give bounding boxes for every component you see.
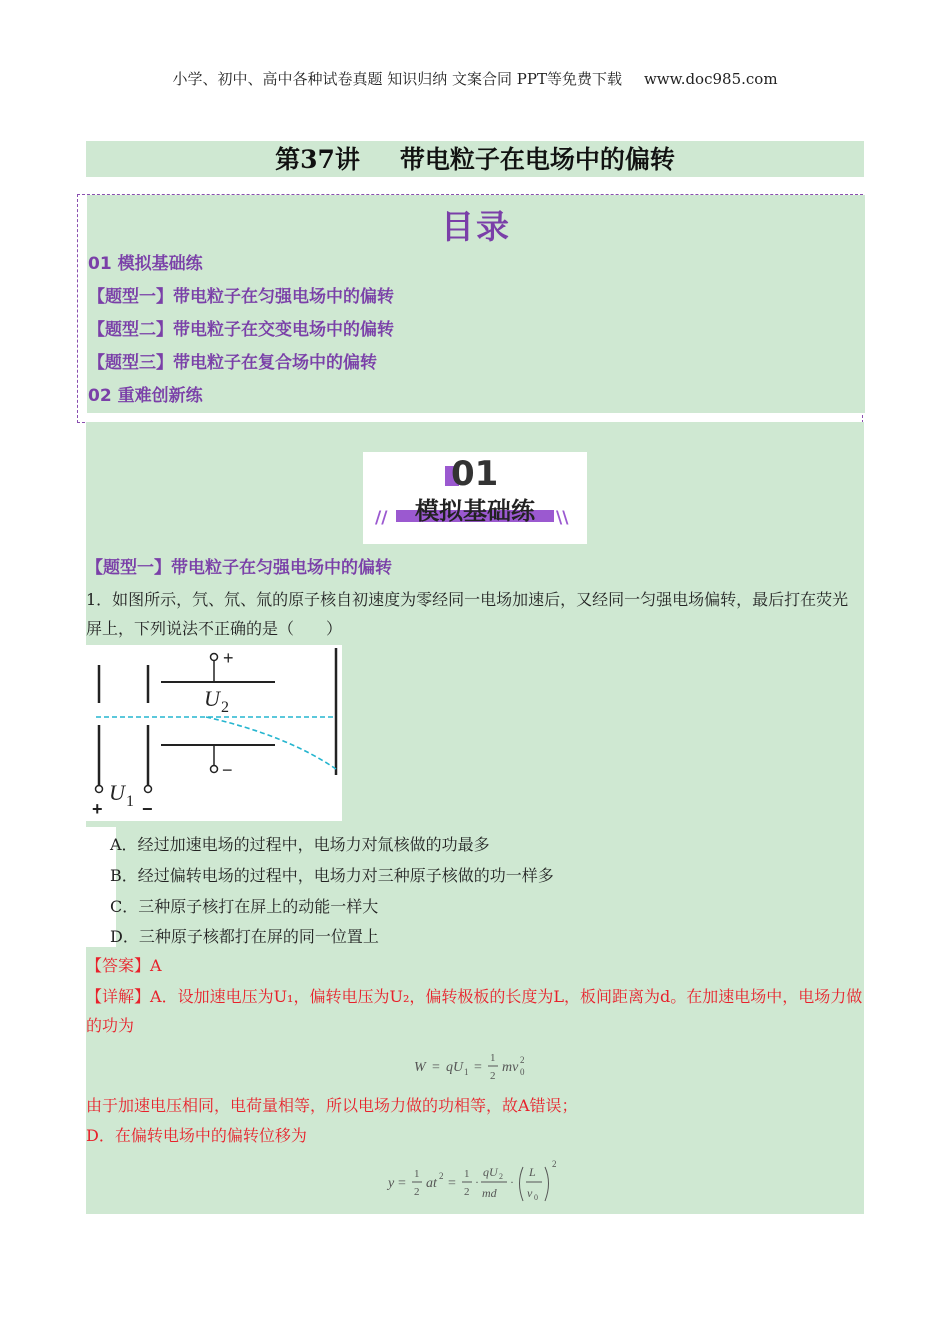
svg-text:2: 2 bbox=[464, 1186, 470, 1198]
svg-text:0: 0 bbox=[520, 1067, 525, 1077]
svg-text:y: y bbox=[388, 1176, 395, 1191]
header-text: 小学、初中、高中各种试卷真题 知识归纳 文案合同 PPT等免费下载 bbox=[172, 70, 622, 88]
detail-line-2: 由于加速电压相同，电荷量相等，所以电场力做的功相等，故A错误； bbox=[86, 1096, 578, 1115]
main-content bbox=[86, 422, 864, 1214]
svg-text:·: · bbox=[510, 1175, 514, 1189]
option-text: 三种原子核打在屏上的动能一样大 bbox=[138, 897, 379, 916]
svg-text:2: 2 bbox=[499, 1172, 503, 1181]
option-letter: D． bbox=[110, 927, 139, 946]
svg-text:0: 0 bbox=[534, 1193, 538, 1202]
table-of-contents bbox=[77, 194, 863, 423]
svg-text:2: 2 bbox=[520, 1055, 525, 1065]
svg-text:2: 2 bbox=[414, 1186, 420, 1198]
svg-text:qU: qU bbox=[446, 1060, 464, 1075]
badge-number: 01 bbox=[451, 454, 499, 494]
svg-text:=: = bbox=[398, 1176, 406, 1191]
option-d[interactable] bbox=[110, 924, 379, 947]
toc-heading: 目录 bbox=[441, 207, 511, 246]
deflection-diagram bbox=[86, 645, 342, 821]
answer-value: A bbox=[150, 956, 162, 975]
u1-label: U bbox=[109, 780, 125, 805]
svg-text:·: · bbox=[475, 1175, 479, 1189]
lecture-topic: 带电粒子在电场中的偏转 bbox=[399, 145, 675, 174]
option-text: 三种原子核都打在屏的同一位置上 bbox=[138, 927, 379, 946]
toc-panel bbox=[87, 195, 865, 413]
option-text: 经过偏转电场的过程中，电场力对三种原子核做的功一样多 bbox=[137, 866, 554, 885]
section-badge bbox=[363, 452, 587, 544]
svg-text:1: 1 bbox=[414, 1168, 420, 1180]
svg-text:2: 2 bbox=[439, 1171, 444, 1181]
option-letter: C． bbox=[110, 897, 139, 916]
circuit-figure bbox=[86, 645, 342, 821]
toc-item[interactable]: 01 模拟基础练 bbox=[88, 254, 203, 274]
detail-line-1: A．设加速电压为U₁，偏转电压为U₂，偏转极板的长度为L，板间距离为d。在加速电场中，电场力做的功为 bbox=[86, 987, 863, 1035]
detail-paragraph bbox=[86, 982, 864, 1040]
answer-label: 【答案】 bbox=[86, 956, 151, 975]
svg-text:1: 1 bbox=[490, 1052, 496, 1064]
svg-text:=: = bbox=[474, 1060, 482, 1075]
svg-text:mv: mv bbox=[502, 1060, 519, 1075]
toc-item[interactable]: 【题型三】带电粒子在复合场中的偏转 bbox=[88, 353, 377, 373]
toc-item[interactable]: 【题型一】带电粒子在匀强电场中的偏转 bbox=[88, 287, 394, 307]
u1-minus-sign: − bbox=[142, 799, 153, 819]
svg-text:2: 2 bbox=[490, 1070, 496, 1082]
u2-plus-sign: + bbox=[223, 648, 234, 668]
header-url[interactable]: www.doc985.com bbox=[643, 70, 778, 88]
formula-displacement bbox=[386, 1155, 576, 1211]
section-title: 【题型一】带电粒子在匀强电场中的偏转 bbox=[86, 558, 392, 578]
svg-text:v: v bbox=[527, 1186, 533, 1200]
svg-text:L: L bbox=[529, 1165, 536, 1179]
svg-text:qU: qU bbox=[483, 1165, 498, 1179]
u1-subscript: 1 bbox=[126, 793, 134, 810]
u2-subscript: 2 bbox=[221, 699, 229, 716]
detail-line-3: D．在偏转电场中的偏转位移为 bbox=[86, 1126, 307, 1145]
page-header bbox=[0, 68, 950, 89]
option-b[interactable] bbox=[110, 863, 554, 886]
formula-work-svg bbox=[406, 1047, 566, 1087]
detail-label: 【详解】 bbox=[86, 987, 151, 1006]
u1-plus-sign: + bbox=[92, 799, 103, 819]
option-text: 经过加速电场的过程中，电场力对氚核做的功最多 bbox=[137, 835, 490, 854]
svg-text:md: md bbox=[482, 1186, 497, 1200]
u2-label: U bbox=[204, 686, 220, 711]
svg-text:1: 1 bbox=[464, 1067, 469, 1077]
option-letter: A． bbox=[110, 835, 138, 854]
option-a[interactable] bbox=[110, 832, 490, 855]
option-c[interactable] bbox=[110, 894, 378, 917]
u2-minus-sign: − bbox=[222, 760, 233, 780]
svg-text:W: W bbox=[414, 1060, 426, 1075]
svg-text:2: 2 bbox=[552, 1159, 557, 1169]
lecture-number: 第37讲 bbox=[275, 145, 360, 174]
svg-text:1: 1 bbox=[464, 1168, 470, 1180]
lecture-title bbox=[86, 141, 864, 177]
toc-item[interactable]: 【题型二】带电粒子在交变电场中的偏转 bbox=[88, 320, 394, 340]
svg-text:=: = bbox=[432, 1060, 440, 1075]
question-text: 1．如图所示，氕、氘、氚的原子核自初速度为零经同一电场加速后，又经同一匀强电场偏转，最后打在荧光屏上，下列说法不正确的是（ ） bbox=[86, 590, 849, 638]
svg-text:=: = bbox=[448, 1176, 456, 1191]
badge-slash-right-icon: \\ bbox=[556, 508, 569, 528]
toc-item[interactable]: 02 重难创新练 bbox=[88, 386, 203, 406]
answer-line bbox=[86, 953, 162, 976]
badge-slash-left-icon: // bbox=[375, 508, 388, 528]
badge-label: 模拟基础练 bbox=[415, 497, 535, 525]
svg-text:at: at bbox=[426, 1176, 437, 1191]
formula-work bbox=[406, 1047, 566, 1087]
formula-displacement-svg bbox=[386, 1155, 576, 1211]
option-letter: B． bbox=[110, 866, 138, 885]
